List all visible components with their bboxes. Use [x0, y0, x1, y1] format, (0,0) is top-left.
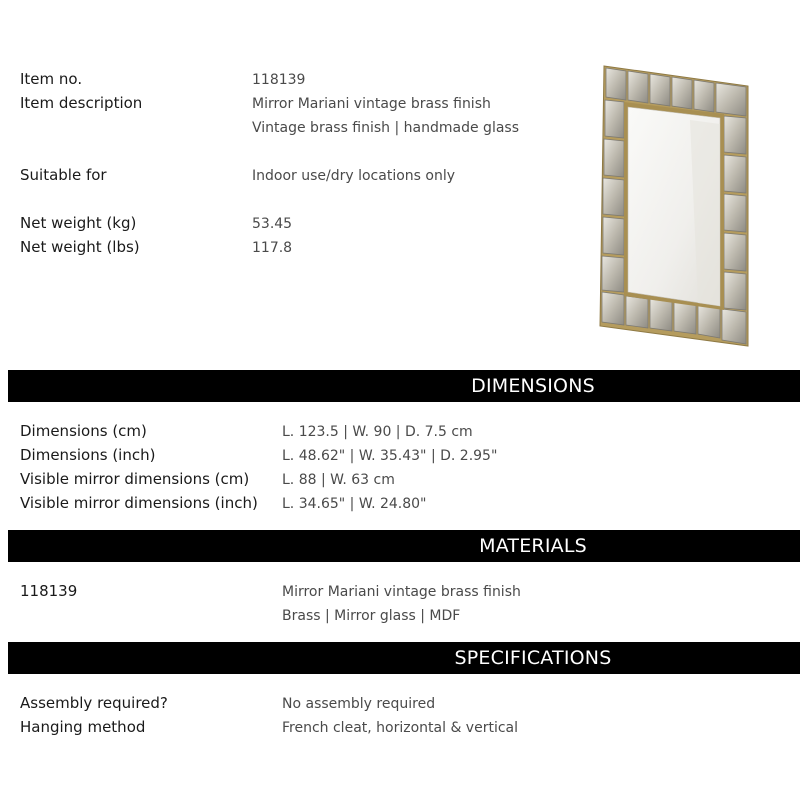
item-description-line2: Vintage brass finish | handmade glass: [252, 120, 519, 136]
visible-mirror-inch-label: Visible mirror dimensions (inch): [20, 494, 258, 512]
suitable-for-label: Suitable for: [20, 166, 107, 184]
visible-mirror-cm-value: L. 88 | W. 63 cm: [282, 472, 395, 488]
materials-heading: MATERIALS: [479, 535, 587, 557]
materials-code: 118139: [20, 582, 78, 600]
dimensions-cm-label: Dimensions (cm): [20, 422, 147, 440]
net-weight-lbs-label: Net weight (lbs): [20, 238, 140, 256]
materials-line2: Brass | Mirror glass | MDF: [282, 608, 461, 624]
visible-mirror-inch-value: L. 34.65" | W. 24.80": [282, 496, 427, 512]
hanging-method-label: Hanging method: [20, 718, 146, 736]
dimensions-heading: DIMENSIONS: [471, 375, 595, 397]
dimensions-header-bar: [8, 370, 800, 402]
item-description-line1: Mirror Mariani vintage brass finish: [252, 96, 491, 112]
mirror-illustration: [590, 60, 762, 350]
assembly-required-value: No assembly required: [282, 696, 436, 712]
net-weight-kg-value: 53.45: [252, 216, 293, 232]
dimensions-inch-value: L. 48.62" | W. 35.43" | D. 2.95": [282, 448, 498, 464]
hanging-method-value: French cleat, horizontal & vertical: [282, 720, 519, 736]
suitable-for-value: Indoor use/dry locations only: [252, 168, 456, 184]
item-no-value: 118139: [252, 72, 306, 88]
item-description-label: Item description: [20, 94, 143, 112]
visible-mirror-cm-label: Visible mirror dimensions (cm): [20, 470, 250, 488]
assembly-required-label: Assembly required?: [20, 694, 168, 712]
specifications-header-bar: [8, 642, 800, 674]
materials-line1: Mirror Mariani vintage brass finish: [282, 584, 521, 600]
product-image: [590, 60, 762, 350]
net-weight-lbs-value: 117.8: [252, 240, 293, 256]
dimensions-inch-label: Dimensions (inch): [20, 446, 156, 464]
item-no-label: Item no.: [20, 70, 83, 88]
net-weight-kg-label: Net weight (kg): [20, 214, 137, 232]
dimensions-cm-value: L. 123.5 | W. 90 | D. 7.5 cm: [282, 424, 473, 440]
materials-header-bar: [8, 530, 800, 562]
specifications-heading: SPECIFICATIONS: [454, 647, 612, 669]
